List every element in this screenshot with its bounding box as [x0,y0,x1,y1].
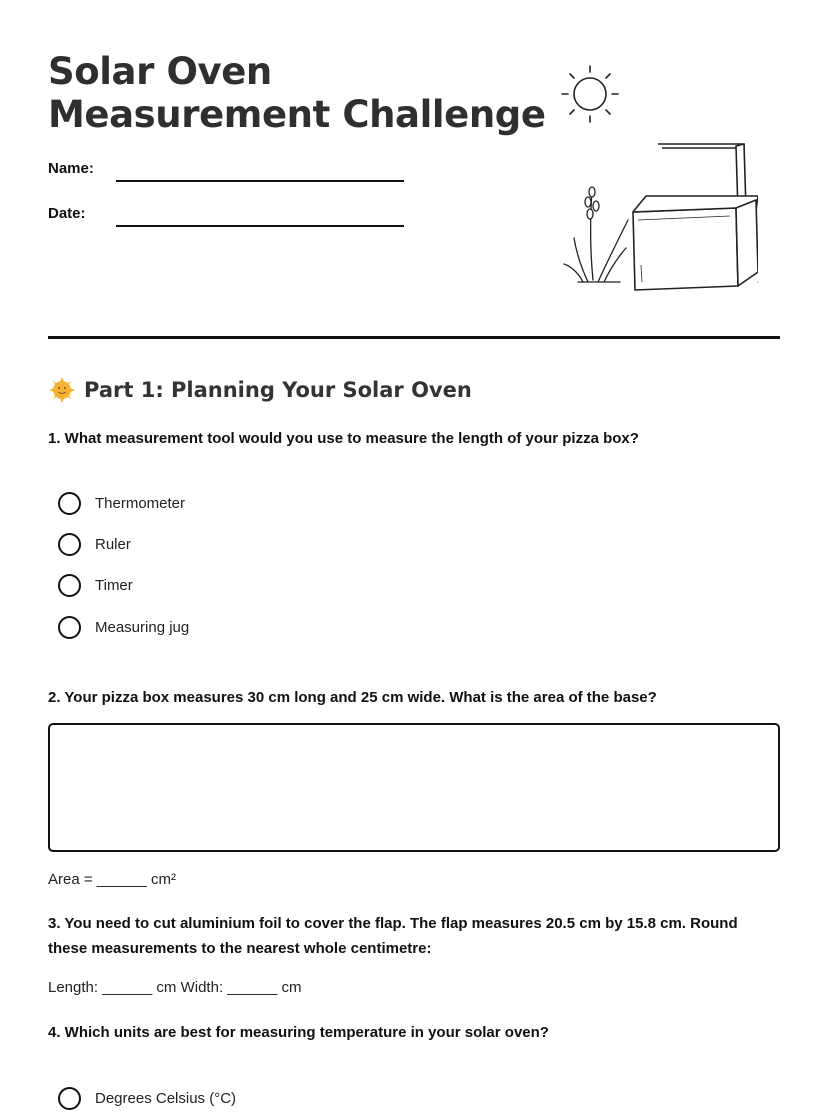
radio-unchecked-icon[interactable] [58,492,81,515]
q4-option-celsius[interactable] [58,1086,236,1110]
q2-answer-box[interactable] [48,723,780,852]
header-divider [48,336,780,339]
q1-option-ruler[interactable] [58,532,131,556]
radio-unchecked-icon[interactable] [58,533,81,556]
question-1: 1. What measurement tool would you use to measure the length of your pizza box? [48,430,639,447]
page-title [48,50,546,136]
option-label: Measuring jug [95,618,190,636]
sun-face-icon [48,376,76,404]
name-field[interactable] [48,160,408,184]
solar-oven-illustration [508,60,758,300]
worksheet-page [48,0,780,1118]
question-4: 4. Which units are best for measuring temperature in your solar oven? [48,1024,549,1041]
option-label: Timer [95,576,133,594]
q1-option-thermometer[interactable] [58,491,185,515]
pizza-box-oven [633,144,758,290]
radio-unchecked-icon[interactable] [58,574,81,597]
title-line-2: Measurement Challenge [48,93,546,136]
q3-answer-line: Length: ______ cm Width: ______ cm [48,979,302,996]
question-2: 2. Your pizza box measures 30 cm long and 25 cm wide. What is the area of the base? [48,689,657,706]
section-heading [48,374,472,406]
name-label: Name: [48,160,94,177]
sun-icon [562,66,618,122]
title-line-1: Solar Oven [48,50,272,93]
date-line[interactable] [116,225,404,227]
name-line[interactable] [116,180,404,182]
radio-unchecked-icon[interactable] [58,616,81,639]
option-label: Ruler [95,535,131,553]
date-field[interactable] [48,205,408,229]
q1-option-measuring-jug[interactable] [58,615,189,639]
option-label: Thermometer [95,494,186,512]
grass-left [564,187,628,282]
date-label: Date: [48,205,86,222]
radio-unchecked-icon[interactable] [58,1087,81,1110]
q1-option-timer[interactable] [58,573,133,597]
section-title: Part 1: Planning Your Solar Oven [84,378,472,402]
option-label: Degrees Celsius (°C) [95,1089,237,1107]
q2-area-line: Area = ______ cm² [48,871,176,888]
question-3: 3. You need to cut aluminium foil to cover the flap. The flap measures 20.5 cm by 15.8 cm. Round these measurements to the nearest whole centimetre: [48,915,738,957]
